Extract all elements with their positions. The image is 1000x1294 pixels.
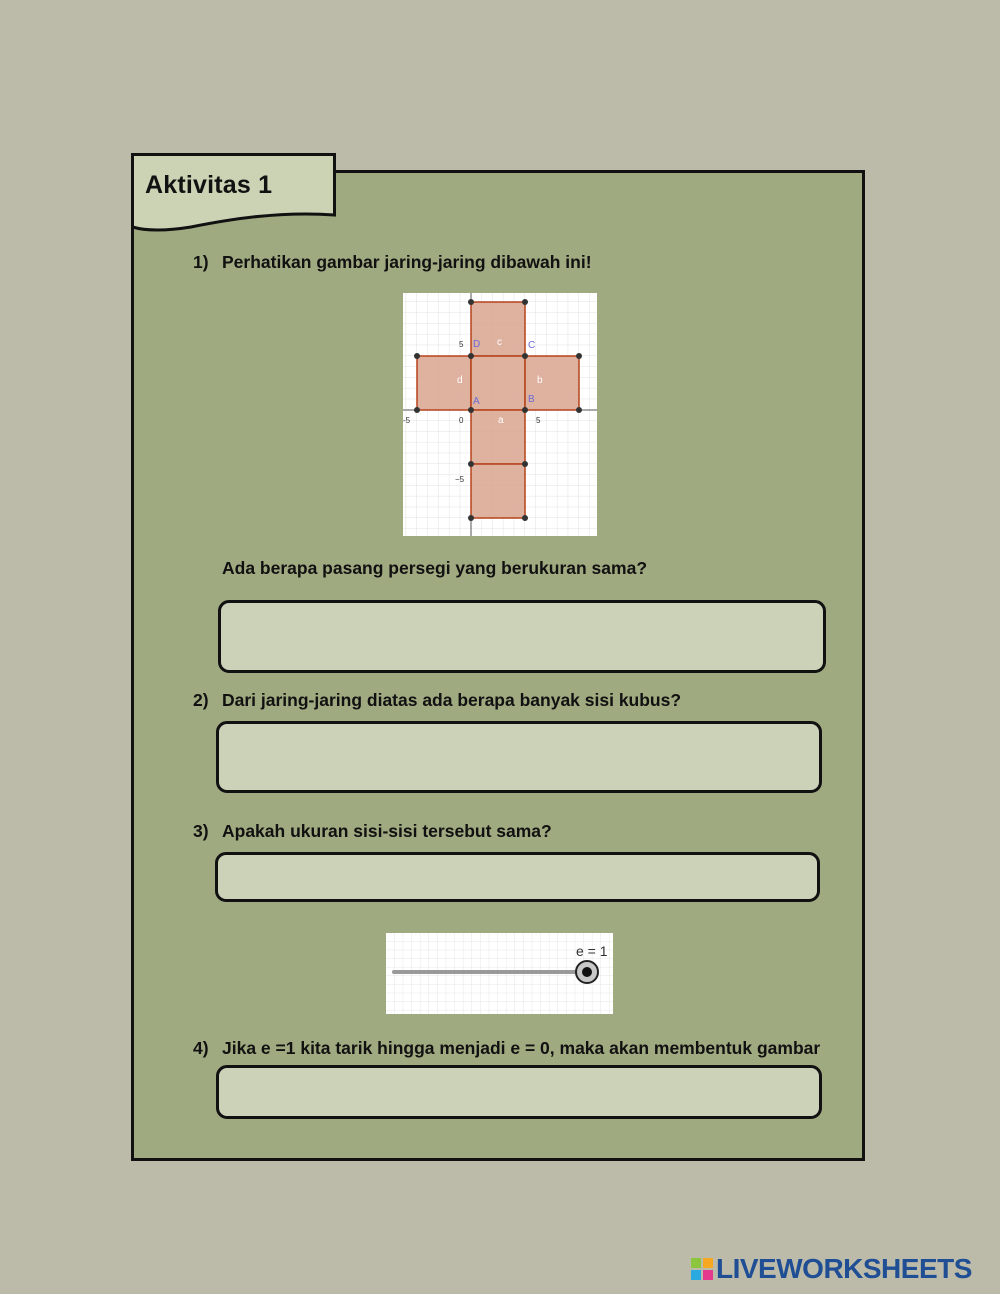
liveworksheets-logo-text: LIVEWORKSHEETS [716, 1253, 972, 1284]
net-square-left [417, 356, 471, 410]
tick-x-pos: 5 [536, 416, 541, 425]
net-square-lowest [471, 464, 525, 518]
net-vertex [468, 299, 474, 305]
net-vertex [522, 407, 528, 413]
net-vertex [468, 353, 474, 359]
net-vertex [576, 353, 582, 359]
net-vertex [576, 407, 582, 413]
net-vertex [468, 515, 474, 521]
question-3 [193, 821, 552, 842]
question-1-sub-text: Ada berapa pasang persegi yang berukuran sama? [222, 558, 648, 578]
point-label-b: B [528, 394, 535, 405]
activity-title: Aktivitas 1 [145, 171, 273, 199]
question-4-text: Jika e =1 kita tarik hingga menjadi e = 0, maka akan membentuk gambar [222, 1038, 821, 1058]
cube-net-graph [403, 293, 597, 536]
question-2 [193, 690, 681, 711]
question-2-text: Dari jaring-jaring diatas ada berapa banyak sisi kubus? [222, 690, 682, 710]
net-vertex [468, 461, 474, 467]
answer-box-2[interactable] [216, 721, 822, 793]
slider-figure [386, 933, 613, 1014]
question-3-number: 3) [193, 821, 209, 841]
liveworksheets-logo-icon [691, 1258, 713, 1280]
point-label-a: A [473, 396, 480, 407]
question-2-number: 2) [193, 690, 209, 710]
answer-box-3[interactable] [215, 852, 820, 902]
question-1 [193, 252, 592, 273]
edge-label-d: d [457, 375, 463, 386]
net-vertex [468, 407, 474, 413]
slider-label: e = 1 [576, 943, 608, 959]
question-1-sub [222, 558, 647, 579]
tick-y-neg: −5 [455, 475, 465, 484]
tick-y-pos: 5 [459, 340, 464, 349]
answer-box-1[interactable] [218, 600, 826, 673]
edge-label-c: c [497, 337, 502, 348]
edge-label-a: a [498, 415, 504, 426]
question-1-number: 1) [193, 252, 209, 272]
question-1-text: Perhatikan gambar jaring-jaring dibawah ini! [222, 252, 592, 272]
cube-net-figure [403, 293, 597, 536]
net-vertex [522, 515, 528, 521]
activity-title-tab [131, 153, 336, 233]
tick-x-neg: -5 [403, 416, 411, 425]
point-label-d: D [473, 339, 481, 350]
liveworksheets-logo [691, 1254, 972, 1284]
question-4-number: 4) [193, 1038, 209, 1058]
net-vertex [414, 353, 420, 359]
net-vertex [414, 407, 420, 413]
point-label-c: C [528, 340, 536, 351]
net-vertex [522, 353, 528, 359]
net-vertex [522, 299, 528, 305]
answer-box-4[interactable] [216, 1065, 822, 1119]
tick-x-zero: 0 [459, 416, 464, 425]
edge-label-b: b [537, 375, 543, 386]
question-3-text: Apakah ukuran sisi-sisi tersebut sama? [222, 821, 552, 841]
slider-handle[interactable] [576, 961, 598, 983]
net-vertex [522, 461, 528, 467]
question-4 [193, 1038, 820, 1059]
